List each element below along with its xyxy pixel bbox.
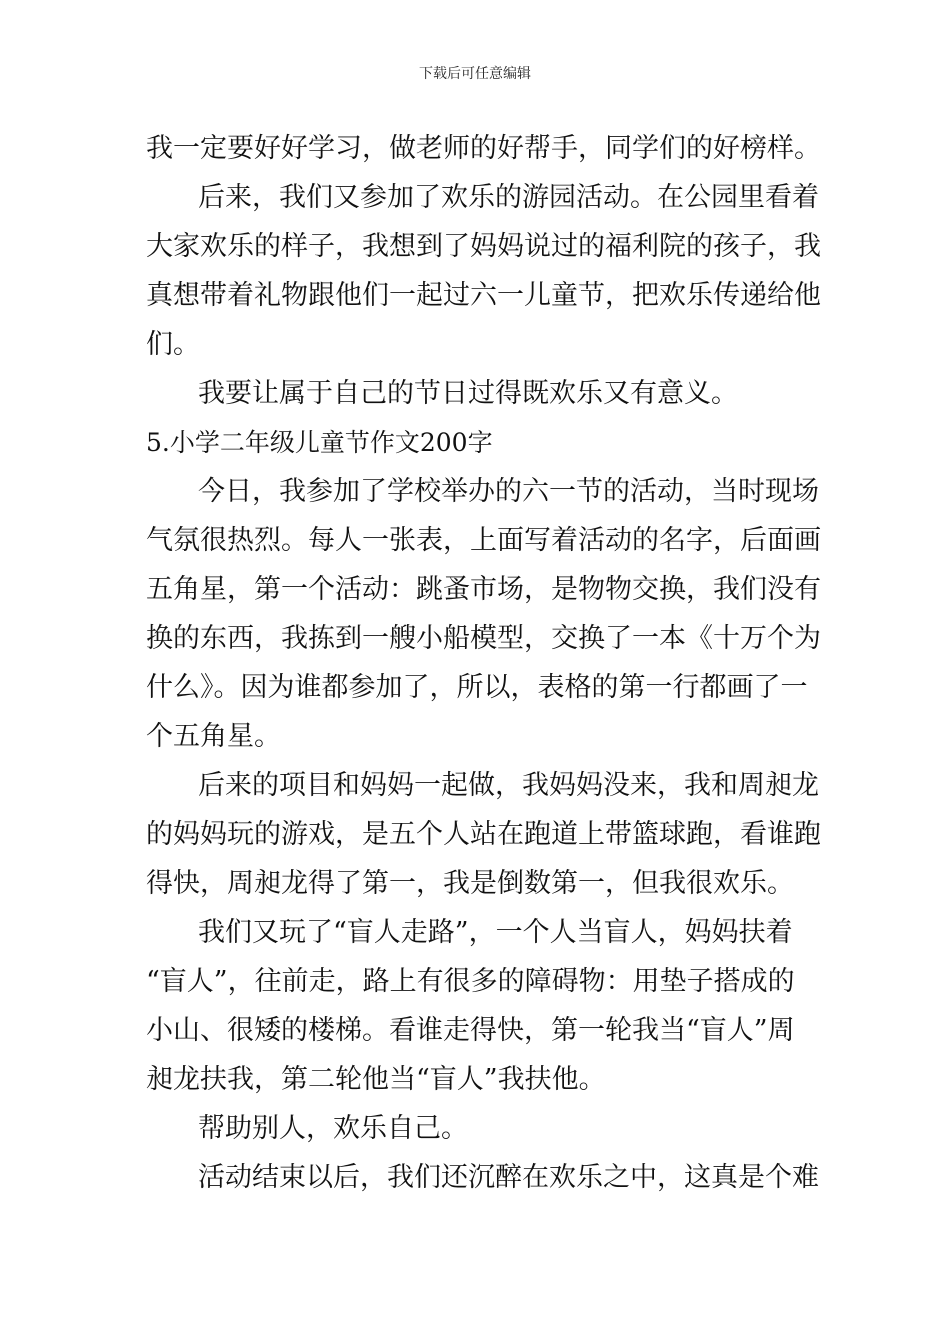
text-line: 大家欢乐的样子，我想到了妈妈说过的福利院的孩子，我 (146, 231, 821, 262)
text-line: 我一定要好好学习，做老师的好帮手，同学们的好榜样。 (146, 133, 821, 164)
text-line: 我要让属于自己的节日过得既欢乐又有意义。 (198, 378, 738, 409)
text-line: 今日，我参加了学校举办的六一节的活动，当时现场 (198, 476, 819, 507)
text-line: 真想带着礼物跟他们一起过六一儿童节，把欢乐传递给他 (146, 280, 821, 311)
text-line: 个五角星。 (146, 721, 281, 752)
text-line: 的妈妈玩的游戏，是五个人站在跑道上带篮球跑，看谁跑 (146, 819, 821, 850)
text-line: 昶龙扶我，第二轮他当“盲人”我扶他。 (146, 1064, 606, 1095)
text-line: 得快，周昶龙得了第一，我是倒数第一，但我很欢乐。 (146, 868, 794, 899)
text-line: 后来，我们又参加了欢乐的游园活动。在公园里看着 (198, 182, 819, 213)
section-heading: 5.小学二年级儿童节作文200字 (146, 428, 493, 457)
text-line: 帮助别人，欢乐自己。 (198, 1113, 468, 1144)
text-line: 五角星，第一个活动：跳蚤市场，是物物交换，我们没有 (146, 574, 821, 605)
text-line: “盲人”，往前走，路上有很多的障碍物：用垫子搭成的 (146, 966, 795, 997)
document-body (146, 124, 821, 1202)
text-line: 小山、很矮的楼梯。看谁走得快，第一轮我当“盲人”周 (146, 1015, 795, 1046)
text-line: 活动结束以后，我们还沉醉在欢乐之中，这真是个难 (198, 1162, 819, 1193)
text-line: 们。 (146, 329, 200, 360)
text-line: 换的东西，我拣到一艘小船模型，交换了一本《十万个为 (146, 623, 821, 654)
page-header: 下载后可任意编辑 (419, 66, 531, 82)
text-line: 我们又玩了“盲人走路”，一个人当盲人，妈妈扶着 (198, 917, 793, 948)
text-line: 后来的项目和妈妈一起做，我妈妈没来，我和周昶龙 (198, 770, 819, 801)
text-line: 什么》。因为谁都参加了，所以，表格的第一行都画了一 (146, 672, 808, 703)
text-line: 气氛很热烈。每人一张表，上面写着活动的名字，后面画 (146, 525, 821, 556)
